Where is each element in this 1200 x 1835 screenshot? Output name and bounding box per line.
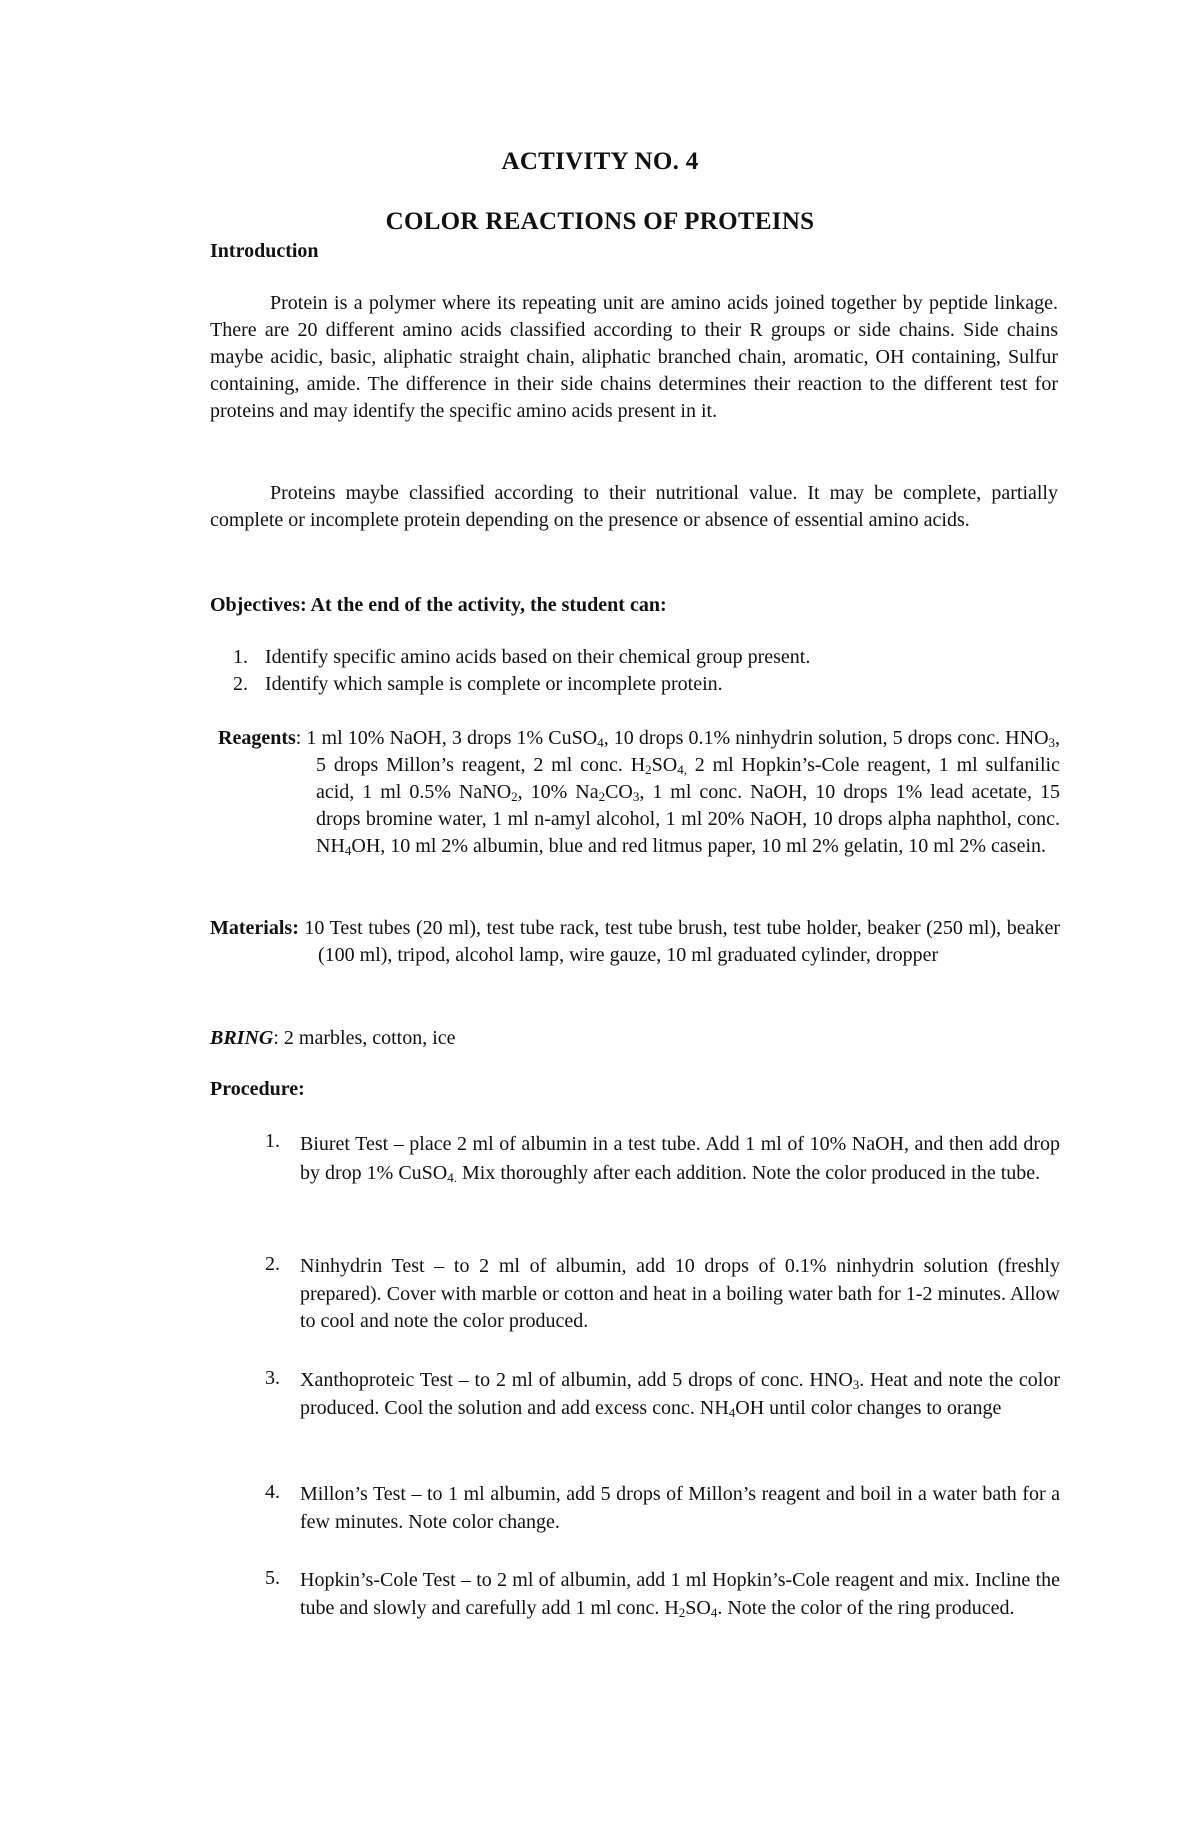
procedure-text: . Note the color of the ring produced. bbox=[717, 1596, 1015, 1619]
subscript: 4 bbox=[344, 843, 352, 858]
reagents-text: , 1 ml conc. NaOH, 10 drops 1% lead acetate, 15 drops bromine water, 1 ml n-amyl alcohol, 1 ml 20% NaOH, 10 drops alpha naphthol, conc. NH bbox=[316, 781, 1060, 857]
bring-label: BRING bbox=[210, 1027, 274, 1049]
procedure-text: OH until color changes to orange bbox=[735, 1396, 1002, 1419]
procedure-item-5 bbox=[300, 1567, 1060, 1622]
reagents-text: 2 ml Hopkin’s-Cole reagent, 1 ml sulfanilic acid, 1 ml 0.5% NaNO bbox=[316, 754, 1060, 803]
procedure-text: Hopkin’s-Cole Test – to 2 ml of albumin, add 1 ml Hopkin’s-Cole reagent and mix. Incline the tube and slowly and carefully add 1 ml conc. H bbox=[300, 1569, 1060, 1619]
objective-number: 2. bbox=[233, 673, 248, 695]
materials-text: 10 Test tubes (20 ml), test tube rack, test tube brush, test tube holder, beaker (250 ml), beaker (100 ml), tripod, alcohol lamp, wire gauze, 10 ml graduated cylinder, dropper bbox=[304, 917, 1060, 966]
materials-section bbox=[210, 915, 1060, 969]
objectives-list bbox=[233, 644, 1060, 698]
bring-text: : 2 marbles, cotton, ice bbox=[273, 1027, 456, 1049]
objective-number: 1. bbox=[233, 646, 248, 668]
subscript: 4 bbox=[710, 1604, 718, 1620]
reagents-text: : 1 ml 10% NaOH, 3 drops 1% CuSO bbox=[295, 727, 598, 749]
activity-subtitle: COLOR REACTIONS OF PROTEINS bbox=[385, 208, 815, 235]
procedure-item-3 bbox=[300, 1367, 1060, 1422]
procedure-text: . Heat and note the color produced. Cool the solution and add excess conc. NH bbox=[300, 1369, 1060, 1419]
objective-text: Identify which sample is complete or incomplete protein. bbox=[265, 673, 723, 695]
objective-text: Identify specific amino acids based on their chemical group present. bbox=[265, 646, 811, 668]
procedure-text: Biuret Test – place 2 ml of albumin in a test tube. Add 1 ml of 10% NaOH, and then add drop by drop 1% CuSO bbox=[300, 1133, 1060, 1184]
subscript: 2 bbox=[511, 789, 518, 804]
subscript: 4. bbox=[447, 1170, 457, 1185]
reagents-text: CO bbox=[605, 781, 633, 803]
procedure-number: 3. bbox=[265, 1367, 280, 1389]
objective-item-1 bbox=[233, 644, 1060, 671]
activity-title: ACTIVITY NO. 4 bbox=[501, 148, 699, 175]
reagents-text: , 10% Na bbox=[517, 781, 599, 803]
subscript: 4, bbox=[677, 762, 687, 777]
subscript: 4 bbox=[728, 1404, 736, 1420]
bring-section bbox=[210, 1025, 1060, 1052]
procedure-text: Ninhydrin Test – to 2 ml of albumin, add 10 drops of 0.1% ninhydrin solution (freshly prepared). Cover with marble or cotton and heat in a boiling water bath for 1-2 minutes. Allow to cool and note the color produced. bbox=[300, 1255, 1060, 1332]
procedure-heading: Procedure: bbox=[210, 1078, 305, 1100]
objective-item-2 bbox=[233, 671, 1060, 698]
procedure-text: Millon’s Test – to 1 ml albumin, add 5 drops of Millon’s reagent and boil in a water bath for a few minutes. Note color change. bbox=[300, 1483, 1060, 1533]
reagents-text: SO bbox=[651, 754, 678, 776]
subscript: 3 bbox=[852, 1377, 860, 1392]
procedure-item-4 bbox=[300, 1481, 1060, 1536]
materials-label: Materials: bbox=[210, 917, 299, 939]
procedure-number: 1. bbox=[265, 1130, 280, 1152]
subscript: 2 bbox=[598, 789, 606, 804]
procedure-number: 2. bbox=[265, 1253, 280, 1275]
procedure-text: Mix thoroughly after each addition. Note the color produced in the tube. bbox=[456, 1162, 1041, 1184]
intro-paragraph-1: Protein is a polymer where its repeating unit are amino acids joined together by peptide linkage. There are 20 different amino acids classified according to their R groups or side chains. Side chains maybe acidic, basic, aliphatic straight chain, aliphatic branched chain, aromatic, OH containing, Sulfur containing, amide. The difference in their side chains determines their reaction to the different test for proteins and may identify the specific amino acids present in it. bbox=[210, 292, 1058, 422]
subscript: 2 bbox=[645, 762, 652, 777]
reagents-text: , 10 drops 0.1% ninhydrin solution, 5 drops conc. HNO bbox=[603, 727, 1049, 749]
reagents-text: , 5 drops Millon’s reagent, 2 ml conc. H bbox=[316, 727, 1061, 776]
intro-paragraph-2: Proteins maybe classified according to their nutritional value. It may be complete, partially complete or incomplete protein depending on the presence or absence of essential amino acids. bbox=[210, 482, 1058, 531]
objectives-heading: Objectives: At the end of the activity, the student can: bbox=[210, 594, 667, 616]
procedure-number: 4. bbox=[265, 1481, 280, 1503]
subscript: 4 bbox=[597, 735, 604, 750]
procedure-text: SO bbox=[685, 1596, 711, 1619]
procedure-item-2 bbox=[300, 1253, 1060, 1336]
procedure-item-1 bbox=[300, 1130, 1060, 1188]
subscript: 2 bbox=[678, 1604, 686, 1620]
introduction-heading: Introduction bbox=[210, 240, 319, 262]
subscript: 3 bbox=[632, 789, 640, 804]
procedure-text: Xanthoproteic Test – to 2 ml of albumin, add 5 drops of conc. HNO bbox=[300, 1369, 853, 1391]
procedure-number: 5. bbox=[265, 1567, 280, 1589]
reagents-section bbox=[218, 725, 1060, 860]
reagents-text: OH, 10 ml 2% albumin, blue and red litmus paper, 10 ml 2% gelatin, 10 ml 2% casein. bbox=[351, 835, 1047, 857]
reagents-label: Reagents bbox=[218, 727, 296, 749]
subscript: 3 bbox=[1048, 735, 1056, 750]
